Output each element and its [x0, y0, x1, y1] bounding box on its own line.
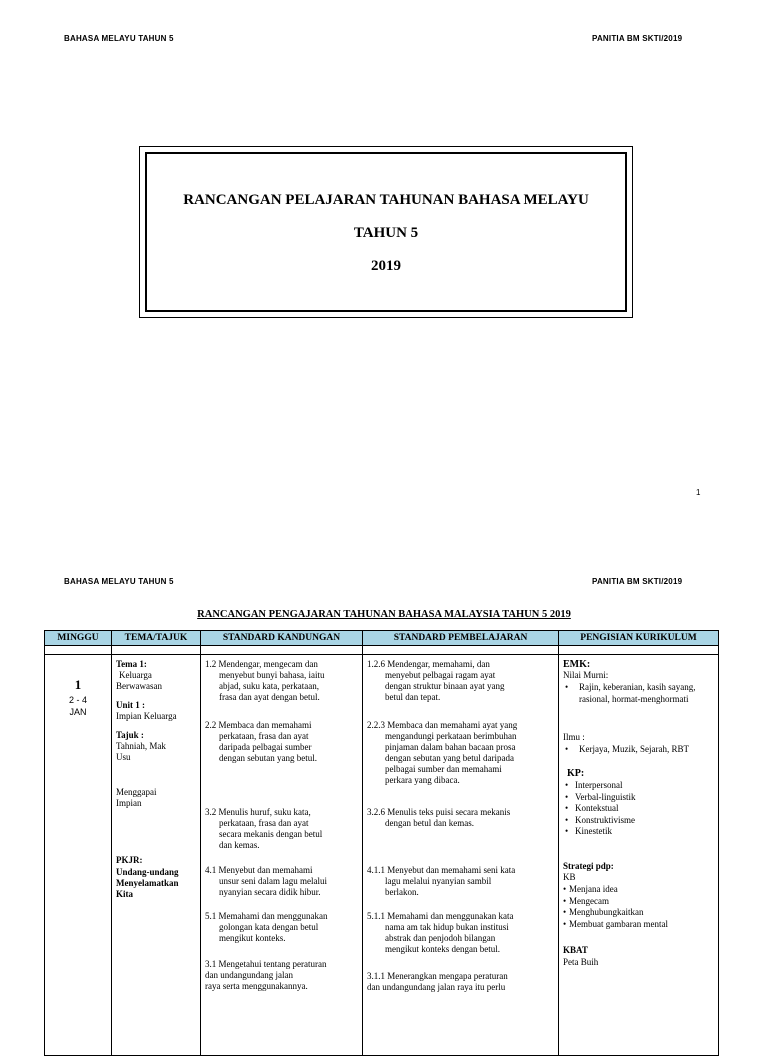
ilmu-label: Ilmu : — [563, 732, 585, 742]
sp-4-line-3: berlakon. — [385, 887, 419, 897]
tajuk2-line-1: Menggapai — [116, 787, 157, 797]
cell-sp — [363, 655, 559, 1056]
sp-4-line-2: lagu melalui nyanyian sambil — [385, 876, 492, 886]
week-dates: 2 - 4 — [68, 695, 87, 705]
page2-header-right: PANITIA BM SKTI/2019 — [592, 577, 683, 586]
page-number: 1 — [696, 488, 701, 497]
column-header-pk: PENGISIAN KURIKULUM — [559, 631, 719, 646]
strategi-item: • Menjana idea — [561, 884, 716, 896]
table-header-row — [45, 631, 719, 646]
cell-minggu — [45, 655, 112, 1056]
title-line-1: RANCANGAN PELAJARAN TAHUNAN BAHASA MELAYU — [183, 192, 589, 208]
pkjr-label: PKJR: — [116, 855, 143, 865]
week-month: JAN — [69, 707, 87, 717]
sp-2-line-1: 2.2.3 Membaca dan memahami ayat yang — [367, 720, 518, 730]
sk-3-line-4: dan kemas. — [219, 840, 260, 850]
page2-header-left: BAHASA MELAYU TAHUN 5 — [64, 577, 174, 586]
pkjr-value-2: Menyelamatkan — [116, 878, 179, 888]
kp-item: • Konstruktivisme — [563, 815, 713, 827]
sp-5-line-3: abstrak dan penjodoh bilangan — [385, 933, 496, 943]
title-line-3: 2019 — [371, 258, 401, 274]
tema-label: Tema 1: — [116, 659, 147, 669]
kbat-label: KBAT — [563, 945, 588, 955]
sp-2-line-2: mengandungi perkataan berimbuhan — [385, 731, 517, 741]
kp-item: • Kontekstual — [563, 803, 713, 815]
sk-3-line-2: perkataan, frasa dan ayat — [219, 818, 309, 828]
title-box-inner — [145, 152, 627, 312]
sk-3-line-1: 3.2 Menulis huruf, suku kata, — [205, 807, 311, 817]
sk-5-line-3: mengikut konteks. — [219, 933, 286, 943]
ilmu-list — [563, 744, 713, 756]
sk-2-line-2: perkataan, frasa dan ayat — [219, 731, 309, 741]
sk-6-line-3: raya serta menggunakannya. — [205, 981, 308, 991]
sp-1-line-1: 1.2.6 Mendengar, memahami, dan — [367, 659, 490, 669]
sp-6-line-1: 3.1.1 Menerangkan mengapa peraturan — [367, 971, 508, 981]
sk-3-line-3: secara mekanis dengan betul — [219, 829, 323, 839]
sp-2-line-5: pelbagai sumber dan memahami — [385, 764, 502, 774]
sp-3-line-1: 3.2.6 Menulis teks puisi secara mekanis — [367, 807, 511, 817]
sp-1-line-2: menyebut pelbagai ragam ayat — [385, 670, 496, 680]
unit-value: Impian Keluarga — [116, 711, 177, 721]
strategi-item: • Menghubungkaitkan — [561, 907, 716, 919]
column-header-minggu: MINGGU — [45, 631, 112, 646]
sk-1-line-1: 1.2 Mendengar, mengecam dan — [205, 659, 318, 669]
ilmu-item: • Kerjaya, Muzik, Sejarah, RBT — [563, 744, 713, 756]
page1-header-left: BAHASA MELAYU TAHUN 5 — [64, 34, 174, 43]
kp-label: KP: — [567, 768, 585, 779]
sk-6-line-2: dan undangundang jalan — [205, 970, 293, 980]
nilai-item: • Rajin, keberanian, kasih sayang, rasional, hormat-menghormati — [563, 682, 713, 705]
document-title: RANCANGAN PENGAJARAN TAHUNAN BAHASA MALAYSIA TAHUN 5 2019 — [197, 609, 571, 620]
column-header-tema: TEMA/TAJUK — [112, 631, 201, 646]
strategi-item: • Mengecam — [561, 896, 716, 908]
page1-header-right: PANITIA BM SKTI/2019 — [592, 34, 683, 43]
tajuk-label: Tajuk : — [116, 730, 144, 740]
sk-2-line-4: dengan sebutan yang betul. — [219, 753, 317, 763]
column-header-sp: STANDARD PEMBELAJARAN — [363, 631, 559, 646]
plan-table — [44, 630, 719, 1056]
nilai-label: Nilai Murni: — [563, 670, 609, 680]
cell-pk — [559, 655, 719, 1056]
cell-sk — [201, 655, 363, 1056]
sk-1-line-2: menyebut bunyi bahasa, iaitu — [219, 670, 325, 680]
title-box — [139, 146, 633, 318]
sk-4-line-3: nyanyian secara didik hibur. — [219, 887, 321, 897]
sk-4-line-1: 4.1 Menyebut dan memahami — [205, 865, 313, 875]
sk-4-line-2: unsur seni dalam lagu melalui — [219, 876, 327, 886]
cell-tema — [112, 655, 201, 1056]
unit-label: Unit 1 : — [116, 700, 145, 710]
sp-2-line-4: dengan sebutan yang betul daripada — [385, 753, 514, 763]
tajuk-value-2: Usu — [116, 752, 131, 762]
tajuk2-line-2: Impian — [116, 798, 142, 808]
sk-2-line-1: 2.2 Membaca dan memahami — [205, 720, 312, 730]
sk-6-line-1: 3.1 Mengetahui tentang peraturan — [205, 959, 327, 969]
sp-1-line-3: dengan struktur binaan ayat yang — [385, 681, 505, 691]
sp-5-line-1: 5.1.1 Memahami dan menggunakan kata — [367, 911, 514, 921]
tema-value-1: Keluarga — [119, 670, 152, 680]
strategi-label: Strategi pdp: — [563, 861, 614, 871]
sp-5-line-2: nama am tak hidup bukan institusi — [385, 922, 509, 932]
sk-1-line-3: abjad, suku kata, perkataan, — [219, 681, 319, 691]
kp-item: • Interpersonal — [563, 780, 713, 792]
title-line-2: TAHUN 5 — [353, 225, 419, 241]
pkjr-value-1: Undang-undang — [116, 867, 179, 877]
sp-3-line-2: dengan betul dan kemas. — [385, 818, 474, 828]
sk-5-line-1: 5.1 Memahami dan menggunakan — [205, 911, 328, 921]
pkjr-value-3: Kita — [116, 889, 133, 899]
sp-1-line-4: betul dan tepat. — [385, 692, 441, 702]
kp-item: • Verbal-linguistik — [563, 792, 713, 804]
sk-2-line-3: daripada pelbagai sumber — [219, 742, 312, 752]
strategi-item: • Membuat gambaran mental — [561, 919, 716, 931]
kbat-value: Peta Buih — [563, 957, 599, 967]
tema-value-2: Berwawasan — [116, 681, 162, 691]
sp-6-line-2: dan undangundang jalan raya itu perlu — [367, 982, 506, 992]
strategi-list — [561, 884, 716, 930]
sk-1-line-4: frasa dan ayat dengan betul. — [219, 692, 320, 702]
kp-list — [563, 780, 713, 838]
sp-5-line-4: mengikut konteks dengan betul. — [385, 944, 500, 954]
sp-4-line-1: 4.1.1 Menyebut dan memahami seni kata — [367, 865, 516, 875]
sp-2-line-6: perkara yang dibaca. — [385, 775, 460, 785]
tajuk-value-1: Tahniah, Mak — [116, 741, 166, 751]
kp-item: • Kinestetik — [563, 826, 713, 838]
column-header-sk: STANDARD KANDUNGAN — [201, 631, 363, 646]
nilai-list — [563, 682, 713, 705]
table-row — [45, 655, 719, 1056]
week-number: 1 — [74, 677, 82, 692]
strategi-sub: KB — [563, 872, 576, 882]
table-spacer-row — [45, 646, 719, 655]
sk-5-line-2: golongan kata dengan betul — [219, 922, 319, 932]
emk-label: EMK: — [563, 659, 591, 670]
sp-2-line-3: pinjaman dalam bahan bacaan prosa — [385, 742, 516, 752]
